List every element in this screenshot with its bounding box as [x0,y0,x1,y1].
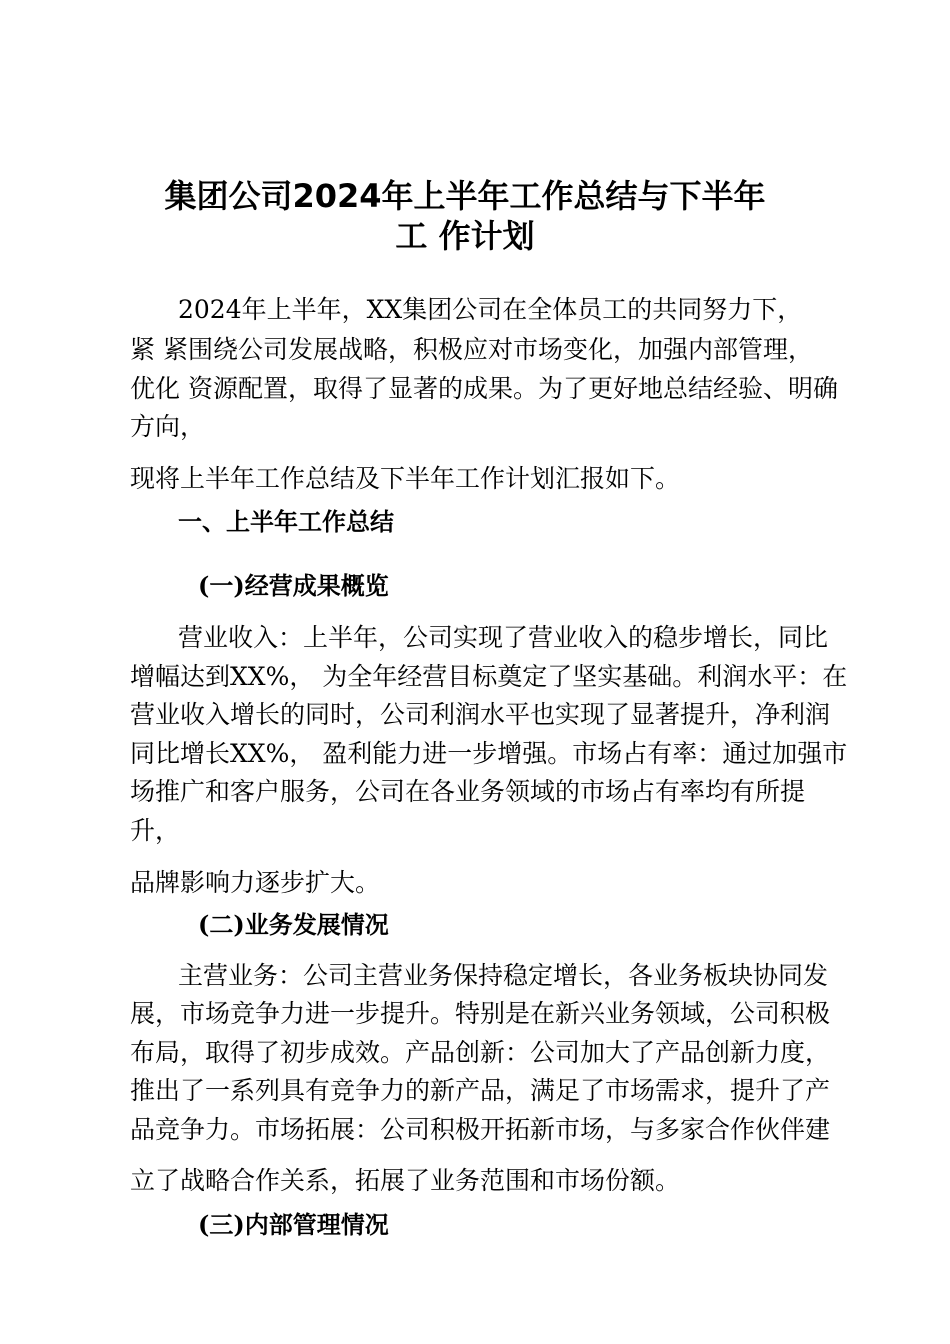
intro-line-1: 2024年上半年，XX集团公司在全体员工的共同努力下， [178,295,803,324]
sub1-line-4: 同比增长XX%， 盈利能力进一步增强。市场占有率：通过加强市 [130,739,848,768]
sub2-line-4: 推出了一系列具有竞争力的新产品，满足了市场需求，提升了产 [130,1076,831,1105]
subsection-heading-2: (二)业务发展情况 [198,910,389,939]
intro-line-3: 优化 资源配置，取得了显著的成果。为了更好地总结经验、明确 [130,374,838,403]
intro-line-4: 方向， [130,412,206,441]
sub1-line-2: 增幅达到XX%， 为全年经营目标奠定了坚实基础。利润水平：在 [130,662,848,691]
document-title-line-1: 集团公司2024年上半年工作总结与下半年 [164,177,766,215]
sub2-line-3: 布局，取得了初步成效。产品创新：公司加大了产品创新力度， [130,1038,831,1067]
intro-line-2: 紧 紧围绕公司发展战略，积极应对市场变化，加强内部管理， [130,335,813,364]
sub1-line-3: 营业收入增长的同时，公司利润水平也实现了显著提升，净利润 [130,700,831,729]
document-title-line-2: 工 作计划 [395,217,535,255]
sub2-line-2: 展，市场竞争力进一步提升。特别是在新兴业务领域，公司积极 [130,999,831,1028]
intro-line-5: 现将上半年工作总结及下半年工作计划汇报如下。 [130,464,681,493]
sub1-line-5: 场推广和客户服务，公司在各业务领域的市场占有率均有所提 [130,777,806,806]
sub1-line-6: 升， [130,816,181,845]
subsection-heading-1: (一)经营成果概览 [198,571,389,600]
subsection-heading-3: (三)内部管理情况 [198,1210,389,1239]
sub2-line-6: 立了战略合作关系，拓展了业务范围和市场份额。 [130,1166,681,1195]
sub2-line-5: 品竞争力。市场拓展：公司积极开拓新市场，与多家合作伙伴建 [130,1115,831,1144]
sub1-line-1: 营业收入：上半年，公司实现了营业收入的稳步增长，同比 [178,623,829,652]
sub2-line-1: 主营业务：公司主营业务保持稳定增长，各业务板块协同发 [178,961,829,990]
section-heading-1: 一、上半年工作总结 [178,508,394,536]
sub1-line-7: 品牌影响力逐步扩大。 [130,868,381,897]
